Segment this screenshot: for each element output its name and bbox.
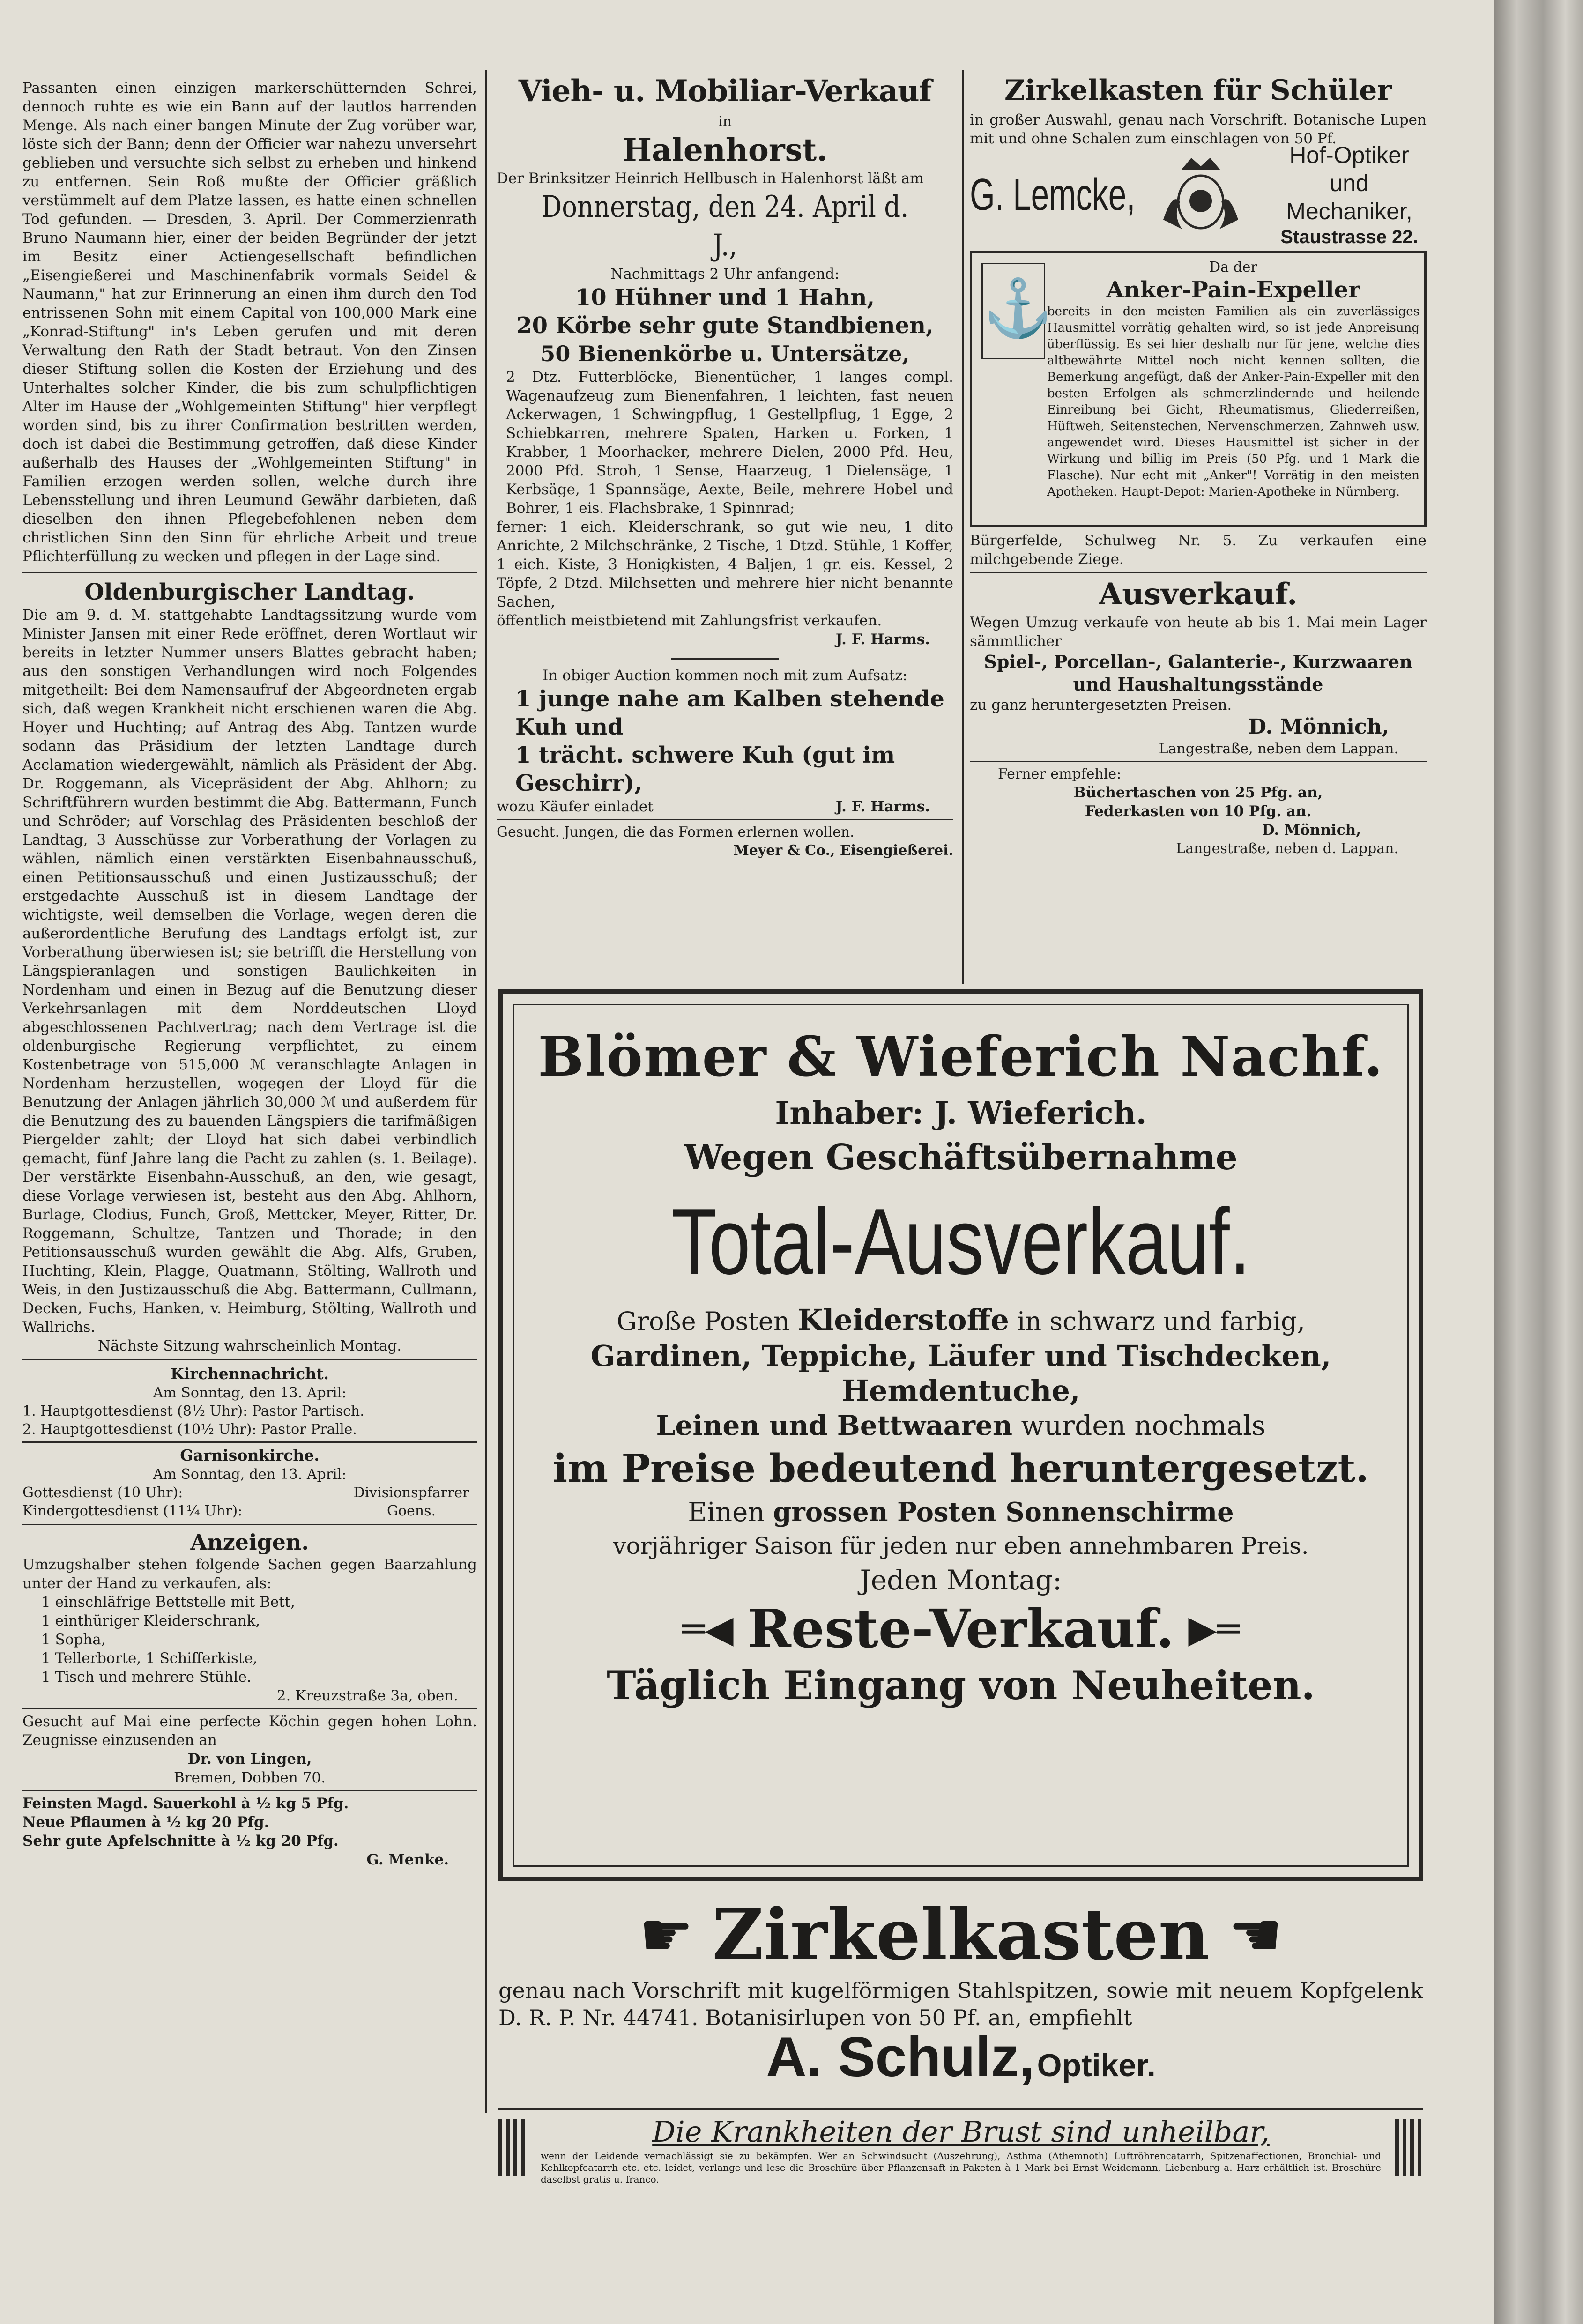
lemcke-name: G. Lemcke,: [970, 170, 1136, 220]
list-item: 1 Sopha,: [41, 1631, 106, 1648]
buechertaschen: Büchertaschen von 25 Pfg. an,: [1073, 784, 1323, 801]
lemcke-ad: [970, 142, 1427, 247]
garnison-services: [22, 1484, 477, 1520]
schulz-role: Optiker.: [1037, 2048, 1156, 2083]
arrow-left-icon: ═◀: [682, 1607, 734, 1651]
list-item: 1 einthüriger Kleiderschrank,: [41, 1612, 260, 1629]
left-column: [22, 79, 477, 2098]
ad-line-5b: grossen Posten Sonnenschirme: [773, 1497, 1234, 1528]
vieh-item-2: 20 Körbe sehr gute Standbienen,: [516, 312, 934, 339]
gesucht-firm: Meyer & Co., Eisengießerei.: [733, 842, 953, 859]
divider: [22, 1708, 477, 1709]
kuh-footer: [497, 797, 953, 816]
koechin-ad: Gesucht auf Mai eine perfecte Köchin gegen hohen Lohn. Zeugnisse einzusenden an: [22, 1713, 477, 1749]
ad-line-6: vorjähriger Saison für jeden nur eben annehmbaren Preis.: [613, 1532, 1309, 1559]
divider: [22, 1441, 477, 1443]
anker-pre: Da der: [1209, 259, 1257, 275]
ad-firm-name: Blömer & Wieferich Nachf.: [538, 1025, 1384, 1089]
anzeigen-address: 2. Kreuzstraße 3a, oben.: [276, 1687, 458, 1704]
divider: [22, 1790, 477, 1791]
brust-text: wenn der Leidende vernachlässigt sie zu bekämpfen. Wer an Schwindsucht (Auszehrung), Asthma (Athemnoth) Luftröhrencatarrh, Spitzenaffectionen, Bronchial- und Kehlkopfcatarrh etc. etc. leidet, verlange und lese die Broschüre über Pflanzensaft in Paketen à 1 Mark bei Ernst Weidemann, Liebenburg a. Harz erhältlich ist. Broschüre daselbst gratis u. franco.: [541, 2150, 1381, 2185]
ziege-ad: Bürgerfelde, Schulweg Nr. 5. Zu verkaufen eine milchgebende Ziege.: [970, 532, 1427, 568]
lemcke-address: Staustrasse 22.: [1280, 227, 1418, 247]
menke-item-3: Sehr gute Apfelschnitte à ½ kg 20 Pfg.: [22, 1833, 339, 1849]
landtag-next-session: Nächste Sitzung wahrscheinlich Montag.: [97, 1337, 402, 1354]
ferner-empfehle: Ferner empfehle:: [998, 766, 1122, 782]
garnison-pastor: Divisionspfarrer: [353, 1485, 469, 1501]
garnison-date: Am Sonntag, den 13. April:: [153, 1466, 347, 1483]
decorative-bars-icon: [498, 2119, 527, 2176]
anchor-icon: ⚓: [983, 276, 1053, 341]
bloemer-wieferich-ad: [498, 989, 1423, 1881]
ad-line-4: im Preise bedeutend heruntergesetzt.: [553, 1446, 1369, 1491]
ad-reason: Wegen Geschäftsübernahme: [684, 1137, 1238, 1178]
divider: [970, 572, 1427, 573]
ausverkauf-address: Langestraße, neben dem Lappan.: [1159, 741, 1398, 757]
menke-name: G. Menke.: [366, 1851, 449, 1868]
anzeigen-list: [22, 1593, 477, 1686]
ausverkauf-title: Ausverkauf.: [1099, 577, 1298, 612]
ad-reste-row: [531, 1599, 1391, 1660]
schulz-text: genau nach Vorschrift mit kugelförmigen Stahlspitzen, sowie mit neuem Kopfgelenk D. R. P. Nr. 44741. Botanisirlupen von 50 Pf. an, empfiehlt: [498, 1978, 1423, 2030]
anker-ad: [970, 251, 1427, 527]
lemcke-title: Hof-Optiker und Mechaniker,: [1286, 142, 1412, 224]
ad-reste: Reste-Verkauf.: [747, 1598, 1174, 1660]
schulz-title-row: [498, 1893, 1423, 1977]
vieh-item-1: 10 Hühner und 1 Hahn,: [575, 284, 875, 311]
kuh-invite: wozu Käufer einladet: [497, 798, 654, 815]
zirkel-text: in großer Auswahl, genau nach Vorschrift. Botanische Lupen mit und ohne Schalen zum einschlagen von 50 Pf.: [970, 111, 1427, 147]
ad-line-2: Gardinen, Teppiche, Läufer und Tischdecken, Hemdentuche,: [590, 1339, 1331, 1408]
divider: [22, 1524, 477, 1525]
kirchen-service-1: 1. Hauptgottesdienst (8½ Uhr): Pastor Partisch.: [22, 1403, 364, 1419]
middle-column: [497, 70, 953, 984]
ad-owner: Inhaber: J. Wieferich.: [775, 1095, 1147, 1131]
column-rule: [962, 70, 964, 984]
ad-headline: Total-Ausverkauf.: [671, 1189, 1251, 1294]
pointing-hand-right-icon: ☛: [639, 1899, 694, 1970]
arrow-right-icon: ▶═: [1188, 1607, 1240, 1651]
column-rule: [485, 70, 487, 2113]
ad-line-7: Jeden Montag:: [860, 1564, 1062, 1596]
schulz-signature: [498, 2027, 1423, 2087]
gesucht-ad: Gesucht. Jungen, die das Formen erlernen wollen.: [497, 824, 855, 840]
vieh-ferner: ferner: 1 eich. Kleiderschrank, so gut wie neu, 1 dito Anrichte, 2 Milchschränke, 2 Tische, 1 Dtzd. Stühle, 1 Koffer, 1 eich. Kiste, 3 Honigkisten, 4 Baljen, 1 gr. eis. Kessel, 2 Töpfe, 2 Dtzd. Milchsetten und mehrere hier nicht benannte Sachen,: [497, 519, 953, 610]
garnison-title: Garnisonkirche.: [180, 1446, 320, 1464]
vieh-in: in: [718, 113, 732, 130]
right-column: [970, 70, 1427, 984]
koechin-name: Dr. von Lingen,: [187, 1751, 312, 1767]
vieh-time: Nachmittags 2 Uhr anfangend:: [610, 266, 840, 282]
ad-line-3: [531, 1408, 1391, 1443]
landtag-article: Die am 9. d. M. stattgehabte Landtagssitzung wurde vom Minister Jansen mit einer Rede eröffnet, deren Wortlaut wir bereits in letzter Nummer unsers Blattes gebracht haben; aus den sonstigen Verhandlungen wird noch Folgendes mitgetheilt: Bei dem Namensaufruf der Abgeordneten ergab sich, daß wegen Krankheit nicht erschienen waren die Abg. Hoyer und Huchting; auf Antrag des Abg. Tantzen wurde sodann das Präsidium der letzten Landtage durch Acclamation wiedergewählt, nämlich als Präsident der Abg. Dr. Roggemann, als Vicepräsident der Abg. Ahlhorn; zu Schriftführern wurden bestimmt die Abg. Battermann, Funch und Schröder; auf Vorschlag des Präsidenten beschloß der Landtag, 3 Ausschüsse zur Vorberathung der Vorlagen zu wählen, nämlich einen verstärkten Eisenbahnausschuß, einen Petitionsausschuß und einen Justizausschuß; der erstgedachte Ausschuß ist in diesem Landtage der wichtigste, weil demselben die Vorlage, wegen deren die außerordentliche Berufung des Landtags erfolgt ist, zur Vorberathung überwiesen ist; sie betrifft die Herstellung von Längspieranlagen und sonstigen Baulichkeiten in Nordenham und einen in Bezug auf die Benutzung dieser Verkehrsanlagen mit dem Norddeutschen Lloyd abgeschlossenen Pachtvertrag; nach dem Vertrage ist die oldenburgische Regierung verpflichtet, zu einem Kostenbetrage von 515,000 ℳ veranschlagte Anlagen in Nordenham herzustellen, wogegen der Lloyd für die Benutzung der Anlagen jährlich 30,000 ℳ und außerdem für die Benutzung des zu bauenden Längspiers die tarifmäßigen Piergelder zahlt; der Lloyd hat sich dabei verbindlich gemacht, fünf Jahre lang die Pacht zu zahlen (s. 1. Beilage). Der verstärkte Eisenbahn-Ausschuß, an den, wie gesagt, diese Vorlage verwiesen ist, besteht aus den Abg. Ahlhorn, Burlage, Clodius, Funch, Groß, Mettcker, Meyer, Ritter, Dr. Roggemann, Schultze, Tantzen und Thorade; in den Petitionsausschuß wurden gewählt die Abg. Alfs, Gruben, Huchting, Klein, Plagge, Quatmann, Stölting, Wallroth und Weis, in den Justizausschuß die Abg. Battermann, Cullmann, Decken, Fuchs, Hanken, v. Heimburg, Stölting, Wallroth und Wallrichs.: [22, 607, 477, 1336]
anker-logo: [981, 263, 1053, 359]
federkasten: Federkasten von 10 Pfg. an.: [1085, 803, 1312, 820]
ausverkauf-price: zu ganz heruntergesetzten Preisen.: [970, 697, 1232, 713]
schulz-ad: [498, 1893, 1423, 2108]
auction-addition: In obiger Auction kommen noch mit zum Aufsatz:: [543, 667, 907, 684]
vieh-title: Vieh- u. Mobiliar-Verkauf: [518, 74, 932, 109]
decorative-bars-icon: [1395, 2119, 1423, 2176]
ad-line-1: [531, 1303, 1391, 1339]
vieh-signature: J. F. Harms.: [835, 631, 930, 648]
landtag-title: Oldenburgischer Landtag.: [84, 579, 415, 605]
divider: [22, 1359, 477, 1360]
vieh-closing: öffentlich meistbietend mit Zahlungsfrist verkaufen.: [497, 612, 882, 629]
ad-line-3b: wurden nochmals: [1021, 1410, 1266, 1441]
menke-item-1: Feinsten Magd. Sauerkohl à ½ kg 5 Pfg.: [22, 1795, 349, 1812]
vieh-intro: Der Brinksitzer Heinrich Hellbusch in Halenhorst läßt am: [497, 170, 924, 187]
vieh-details: 2 Dtz. Futterblöcke, Bienentücher, 1 langes compl. Wagenaufzeug zum Bienenfahren, 1 leichten, fast neuen Ackerwagen, 1 Schwingpflug, 1 Gestellpflug, 1 Egge, 2 Schiebkarren, mehrere Spaten, Harken u. Forken, 1 Krabber, 1 Moorhacker, mehrere Dielen, 2000 Pfd. Heu, 2000 Pfd. Stroh, 1 Sense, Haarzeug, 1 Dielensäge, 1 Kerbsäge, 1 Spannsäge, Aexte, Beile, mehrere Hobel und Bohrer, 1 eis. Flachsbrake, 1 Spinnrad;: [506, 369, 953, 517]
vieh-item-3: 50 Bienenkörbe u. Untersätze,: [540, 341, 910, 366]
ad-line-5a: Einen: [688, 1497, 765, 1528]
kuh-item-1: 1 junge nahe am Kalben stehende Kuh und: [515, 686, 944, 740]
kirchen-service-2: 2. Hauptgottesdienst (10½ Uhr): Pastor Pralle.: [22, 1421, 357, 1438]
ad-line-3a: Leinen und Bettwaaren: [656, 1410, 1013, 1441]
divider: [497, 819, 953, 820]
garnison-pastor-name: Goens.: [386, 1503, 436, 1519]
divider: [671, 658, 779, 660]
garnison-service-1: Gottesdienst (10 Uhr):: [22, 1485, 183, 1501]
kuh-item-2: 1 trächt. schwere Kuh (gut im Geschirr),: [515, 742, 895, 796]
menke-item-2: Neue Pflaumen à ½ kg 20 Pfg.: [22, 1814, 269, 1831]
anzeigen-intro: Umzugshalber stehen folgende Sachen gegen Baarzahlung unter der Hand zu verkaufen, als:: [22, 1556, 477, 1592]
ausverkauf-name: D. Mönnich,: [1248, 715, 1389, 739]
pointing-hand-left-icon: ☚: [1228, 1899, 1283, 1970]
moennich-address-2: Langestraße, neben d. Lappan.: [1176, 840, 1398, 857]
crown-crest-icon: [1154, 149, 1248, 240]
divider: [22, 572, 477, 573]
ad-line-1b: Kleiderstoffe: [797, 1303, 1009, 1337]
ausverkauf-goods: Spiel-, Porcellan-, Galanterie-, Kurzwaaren und Haushaltungsstände: [984, 651, 1412, 695]
zirkel-title: Zirkelkasten für Schüler: [1004, 74, 1392, 107]
vieh-place: Halenhorst.: [622, 132, 828, 168]
anker-title: Anker-Pain-Expeller: [1106, 277, 1360, 303]
schulz-title: Zirkelkasten: [712, 1893, 1210, 1976]
ausverkauf-intro: Wegen Umzug verkaufe von heute ab bis 1. Mai mein Lager sämmtlicher: [970, 614, 1427, 650]
list-item: 1 Tisch und mehrere Stühle.: [41, 1669, 252, 1685]
divider: [970, 761, 1427, 762]
list-item: 1 einschläfrige Bettstelle mit Bett,: [41, 1594, 295, 1611]
koechin-address: Bremen, Dobben 70.: [173, 1769, 326, 1786]
kirchen-title: Kirchennachricht.: [171, 1365, 329, 1383]
continuation-article: Passanten einen einzigen markerschütternden Schrei, dennoch ruhte es wie ein Bann auf der lautlos harrenden Menge. Als nach einer bangen Minute der Zug vorüber war, löste sich der Bann; denn der Officier war nahezu unversehrt geblieben und versuchte sich selbst zu erheben und hinkend zu entfernen. Sein Roß mußte der Officier gräßlich verstümmelt auf dem Platze lassen, es hatte einen schnellen Tod gefunden. — Dresden, 3. April. Der Commerzienrath Bruno Naumann hier, einer der beiden Begründer der jetzt im Besitz einer Actiengesellschaft befindlichen „Eisengießerei und Maschinenfabrik vormals Seidel & Naumann," hat zur Erinnerung an einen ihm durch den Tod entrissenen Sohn mit einem Capital von 100,000 Mark eine „Konrad-Stiftung" in's Leben gerufen und mit deren Verwaltung den Rath der Stadt betraut. Von den Zinsen dieser Stiftung sollen die Kosten der Erziehung und des Unterhaltes solcher Kinder, die bis zum schulpflichtigen Alter im Hause der „Wohlgemeinten Stiftung" hier verpflegt worden sind, bis zu ihrer Confirmation bestritten werden, doch ist dabei die Bestimmung getroffen, daß diese Kinder außerhalb des Hauses der „Wohlgemeinten Stiftung" in Familien erzogen werden sollen, welche durch ihre Lebensstellung und ihren Leumund Gewähr darbieten, daß dieselben den ihnen Pflegebefohlenen neben dem christlichen Sinn den Sinn für ehrliche Arbeit und treue Pflichterfüllung zu wecken und pflegen in der Lage sind.: [22, 80, 477, 565]
ad-last-line: Täglich Eingang von Neuheiten.: [607, 1662, 1315, 1708]
moennich-name-2: D. Mönnich,: [1262, 822, 1361, 839]
kuh-signature: J. F. Harms.: [835, 798, 930, 815]
anzeigen-title: Anzeigen.: [190, 1530, 309, 1555]
schulz-name: A. Schulz,: [766, 2026, 1035, 2088]
vieh-date: Donnerstag, den 24. April d. J.,: [541, 190, 909, 263]
anker-text: bereits in den meisten Familien als ein zuverlässiges Hausmittel vorrätig gehalten wird, so ist jede Anpreisung überflüssig. Es sei hier deshalb nur für jene, welche dies altbewährte Mittel noch nicht kennen sollten, die Bemerkung angefügt, daß der Anker-Pain-Expeller mit den besten Erfolgen als schmerzlindernde und heilende Einreibung bei Gicht, Rheumatismus, Gliederreißen, Hüftweh, Seitenstechen, Nervenschmerzen, Zahnweh usw. angewendet wird. Dieses Hausmittel ist sicher in der Wirkung und billig im Preis (50 Pfg. und 1 Mark die Flasche). Nur echt mit „Anker"! Vorrätig in den meisten Apotheken. Haupt-Depot: Marien-Apotheke in Nürnberg.: [1047, 304, 1419, 499]
kirchen-date: Am Sonntag, den 13. April:: [153, 1385, 347, 1401]
ad-line-5: [531, 1494, 1391, 1530]
list-item: 1 Tellerborte, 1 Schifferkiste,: [41, 1650, 258, 1667]
ad-line-1c: in schwarz und farbig,: [1017, 1307, 1305, 1336]
brust-title: Die Krankheiten der Brust sind unheilbar,: [652, 2115, 1270, 2149]
book-page-edges: [1494, 0, 1583, 2324]
brust-ad: [498, 2108, 1423, 2185]
garnison-service-2: Kindergottesdienst (11¼ Uhr):: [22, 1503, 243, 1519]
ad-line-1a: Große Posten: [617, 1307, 790, 1336]
